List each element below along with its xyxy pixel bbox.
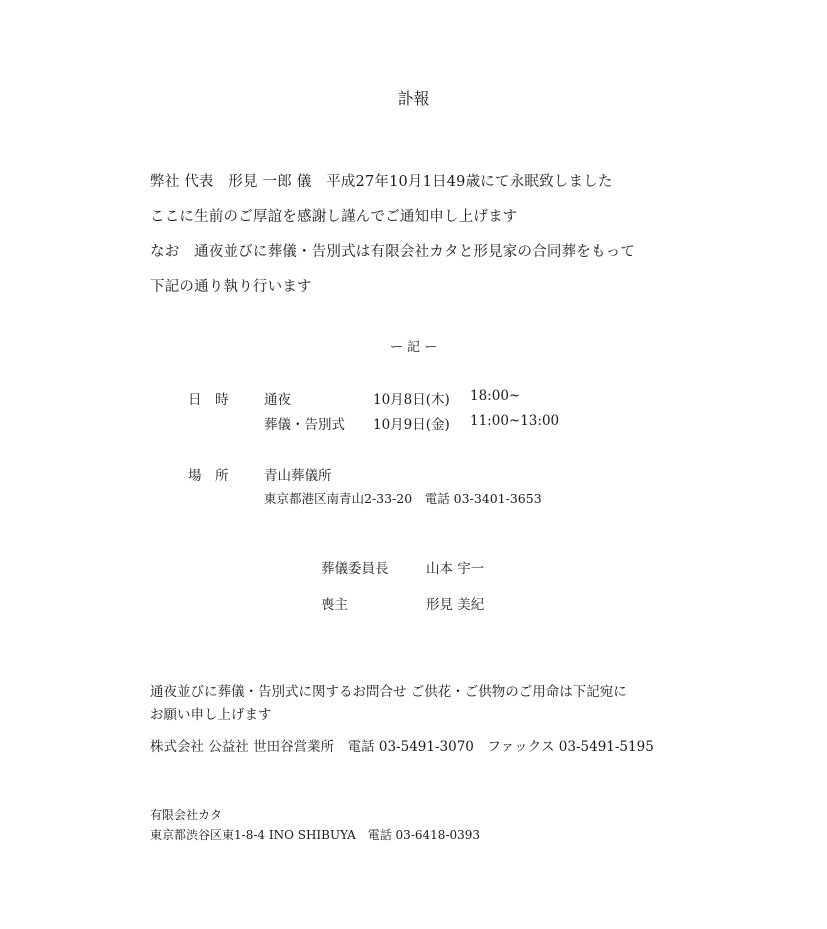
schedule-date-funeral: 10月9日(金): [373, 417, 450, 433]
schedule-time-wake: 18:00~: [470, 388, 521, 404]
schedule-date-wake: 10月8日(木): [373, 392, 450, 408]
intro-line-3: なお 通夜並びに葬儀・告別式は有限会社カタと形見家の合同葬をもって: [150, 244, 636, 260]
inquiry-contact: 株式会社 公益社 世田谷営業所 電話 03-5491-3070 ファックス 03-5491-5195: [150, 739, 654, 755]
intro-line-2: ここに生前のご厚誼を感謝し謹んでご通知申し上げます: [150, 209, 518, 225]
venue-name: 青山葬儀所: [264, 468, 332, 484]
place-label: 場 所: [188, 468, 229, 484]
official-name-chief-mourner: 形見 美紀: [426, 597, 485, 613]
ki-heading: ー 記 ー: [389, 340, 438, 355]
venue-address: 東京都港区南青山2-33-20 電話 03-3401-3653: [264, 491, 542, 506]
official-role-committee-chair: 葬儀委員長: [321, 561, 389, 577]
inquiry-line-1: 通夜並びに葬儀・告別式に関するお問合せ ご供花・ご供物のご用命は下記宛に: [150, 684, 627, 700]
inquiry-line-2: お願い申し上げます: [150, 707, 272, 723]
official-role-chief-mourner: 喪主: [321, 597, 348, 613]
intro-line-4: 下記の通り執り行います: [150, 279, 312, 295]
page-title: 訃報: [397, 89, 430, 108]
schedule-event-funeral: 葬儀・告別式: [264, 417, 345, 433]
datetime-label: 日 時: [188, 392, 229, 408]
official-name-committee-chair: 山本 宇一: [426, 561, 485, 577]
schedule-time-funeral: 11:00~13:00: [470, 413, 560, 429]
schedule-event-wake: 通夜: [264, 392, 291, 408]
sender-company: 有限会社カタ: [150, 808, 223, 822]
sender-address: 東京都渋谷区東1-8-4 INO SHIBUYA 電話 03-6418-0393: [150, 828, 481, 842]
intro-line-1: 弊社 代表 形見 一郎 儀 平成27年10月1日49歳にて永眠致しました: [150, 174, 613, 190]
